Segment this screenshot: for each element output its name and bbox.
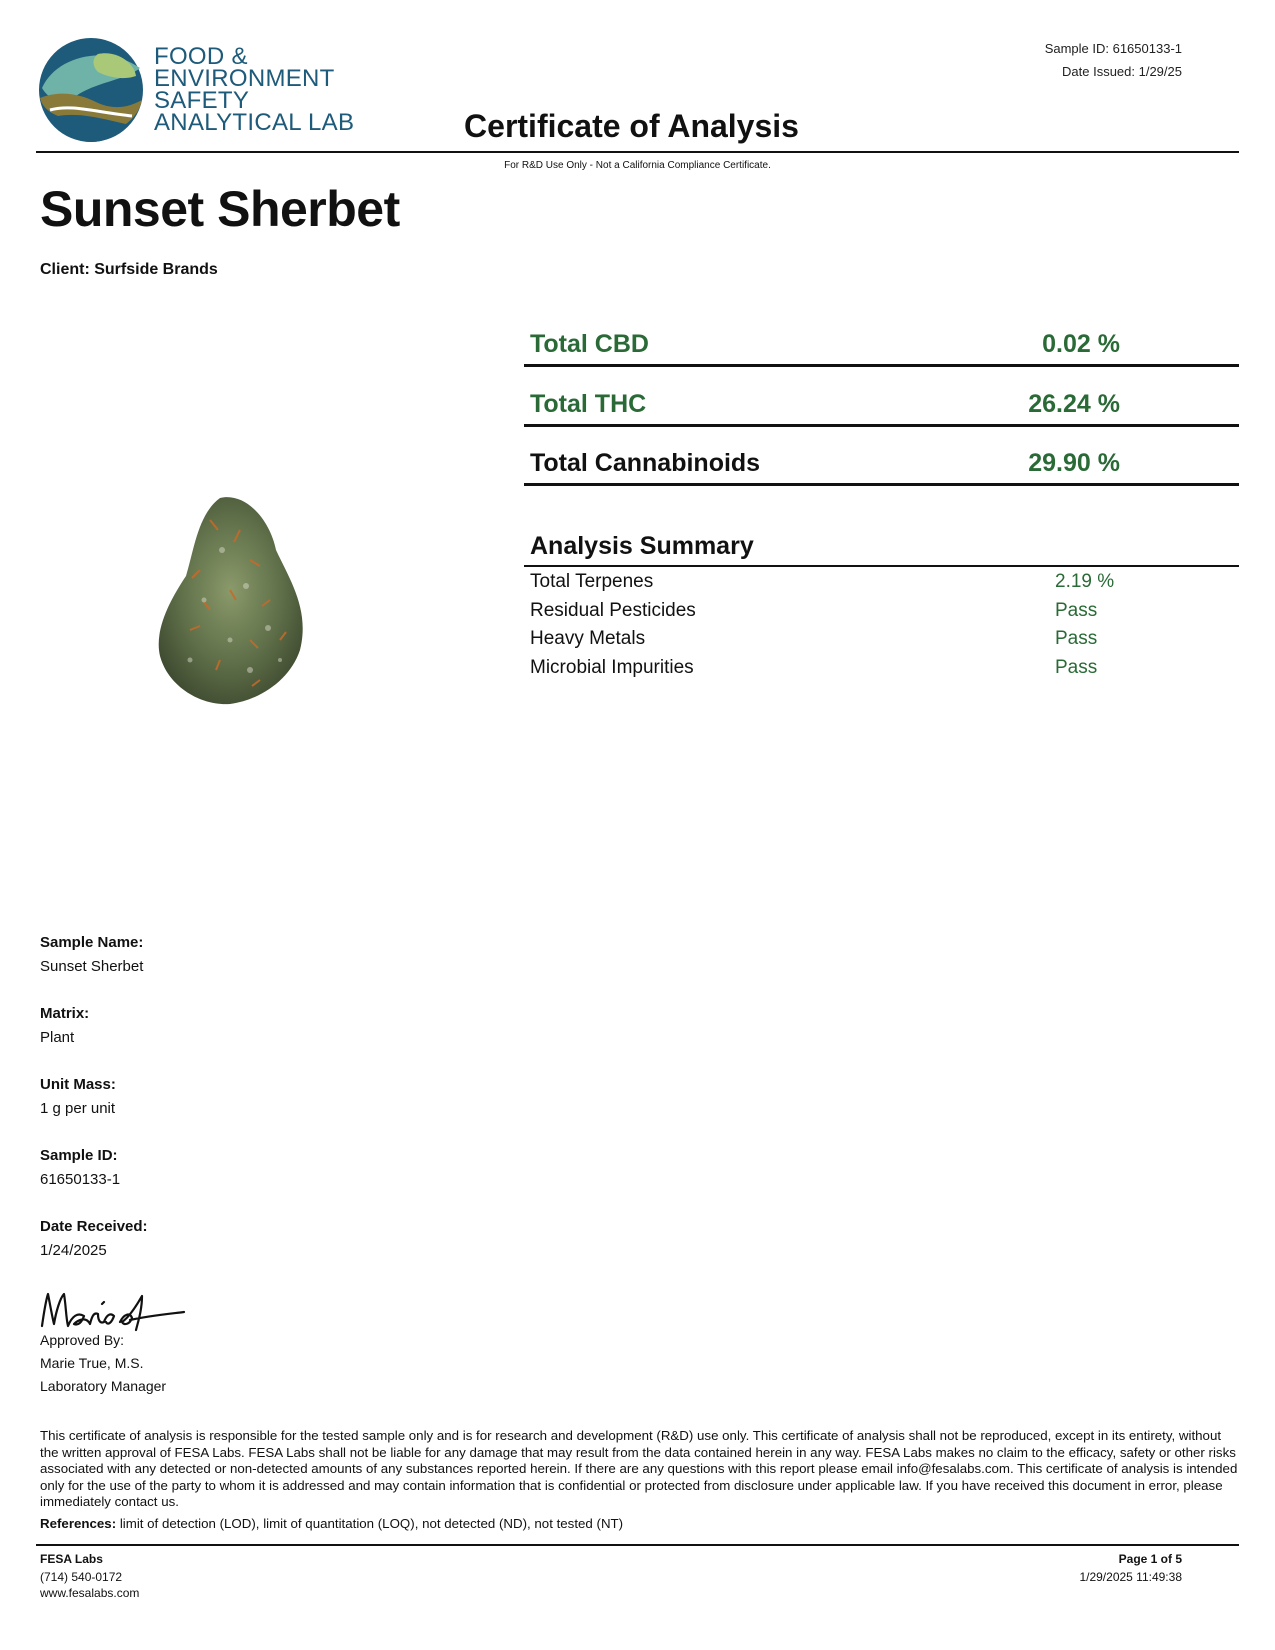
approved-by-label: Approved By:: [40, 1332, 125, 1348]
total-cannabinoids-label: Total Cannabinoids: [530, 449, 761, 477]
total-cannabinoids-value: 29.90 %: [1028, 449, 1120, 477]
handwritten-signature: [38, 1286, 188, 1334]
references-line: [40, 1516, 623, 1531]
summary-row-value: Pass: [1055, 628, 1098, 649]
references-text: limit of detection (LOD), limit of quantitation (LOQ), not detected (ND), not tested (NT): [116, 1516, 624, 1531]
product-name: Sunset Sherbet: [40, 181, 400, 237]
header-divider: [36, 151, 1239, 153]
info-value-date-received: 1/24/2025: [40, 1242, 107, 1259]
approver-name: Marie True, M.S.: [40, 1355, 144, 1371]
logo-text-line: FOOD &: [154, 43, 248, 70]
info-label-sample-id: Sample ID:: [40, 1147, 118, 1164]
info-value-sample-name: Sunset Sherbet: [40, 958, 144, 975]
total-cbd-label: Total CBD: [530, 330, 649, 358]
footer-page-number: Page 1 of 5: [1118, 1552, 1182, 1566]
logo-text-line: SAFETY: [154, 87, 250, 114]
info-value-matrix: Plant: [40, 1029, 75, 1046]
footer-website[interactable]: www.fesalabs.com: [40, 1586, 140, 1600]
info-label-unit-mass: Unit Mass:: [40, 1076, 116, 1093]
header-date-issued: Date Issued: 1/29/25: [1062, 64, 1182, 79]
summary-row-label: Microbial Impurities: [530, 657, 694, 678]
approver-role: Laboratory Manager: [40, 1378, 167, 1394]
document-title-text: Certificate of Analysis: [464, 108, 799, 144]
references-label: References:: [40, 1516, 117, 1531]
cannabis-bud-image: [150, 490, 320, 710]
summary-row-label: Heavy Metals: [530, 628, 646, 649]
footer-company: FESA Labs: [40, 1552, 103, 1566]
client-name: Client: Surfside Brands: [40, 261, 218, 278]
total-thc-label: Total THC: [530, 390, 647, 418]
summary-row-value: 2.19 %: [1055, 571, 1115, 592]
info-value-unit-mass: 1 g per unit: [40, 1100, 116, 1117]
footer-divider: [36, 1544, 1239, 1546]
logo-text-line: ENVIRONMENT: [154, 65, 335, 92]
footer-phone: (714) 540-0172: [40, 1570, 123, 1584]
total-thc-value: 26.24 %: [1028, 390, 1120, 418]
total-thc-rule: [524, 424, 1239, 427]
legal-disclaimer: This certificate of analysis is responsible for the tested sample only and is for research and development (R&D) use only. This certificate of analysis shall not be reproduced, except in its entirety, without the written approval of FESA Labs. FESA Labs shall not be liable for any damage that may result from the data contained herein in any way. FESA Labs makes no claim to the efficacy, safety or other risks associated with any detected or non-detected amounts of any substances reported herein. If there are any questions with this report please email info@fesalabs.com. This certificate of analysis is intended only for the use of the party to whom it is addressed and may contain information that is confidential or protected from disclosure under applicable law. If you have received this document in error, please immediately contact us.: [40, 1428, 1238, 1509]
logo-text-line: ANALYTICAL LAB: [154, 109, 355, 136]
total-cbd-value: 0.02 %: [1042, 330, 1120, 358]
info-label-matrix: Matrix:: [40, 1005, 90, 1022]
summary-row-value: Pass: [1055, 600, 1098, 621]
info-label-sample-name: Sample Name:: [40, 934, 144, 951]
footer-timestamp: 1/29/2025 11:49:38: [1079, 1570, 1182, 1584]
summary-row-label: Residual Pesticides: [530, 600, 696, 621]
summary-row-value: Pass: [1055, 657, 1098, 678]
compliance-note: For R&D Use Only - Not a California Compliance Certificate.: [504, 160, 771, 171]
analysis-summary-title: Analysis Summary: [530, 532, 754, 560]
info-value-sample-id: 61650133-1: [40, 1171, 121, 1188]
header-sample-id: Sample ID: 61650133-1: [1044, 41, 1182, 56]
analysis-summary-rule: [524, 565, 1239, 567]
total-cannabinoids-rule: [524, 483, 1239, 486]
info-label-date-received: Date Received:: [40, 1218, 148, 1235]
document-title: [0, 108, 1275, 145]
total-cbd-rule: [524, 364, 1239, 367]
summary-row-label: Total Terpenes: [530, 571, 654, 592]
